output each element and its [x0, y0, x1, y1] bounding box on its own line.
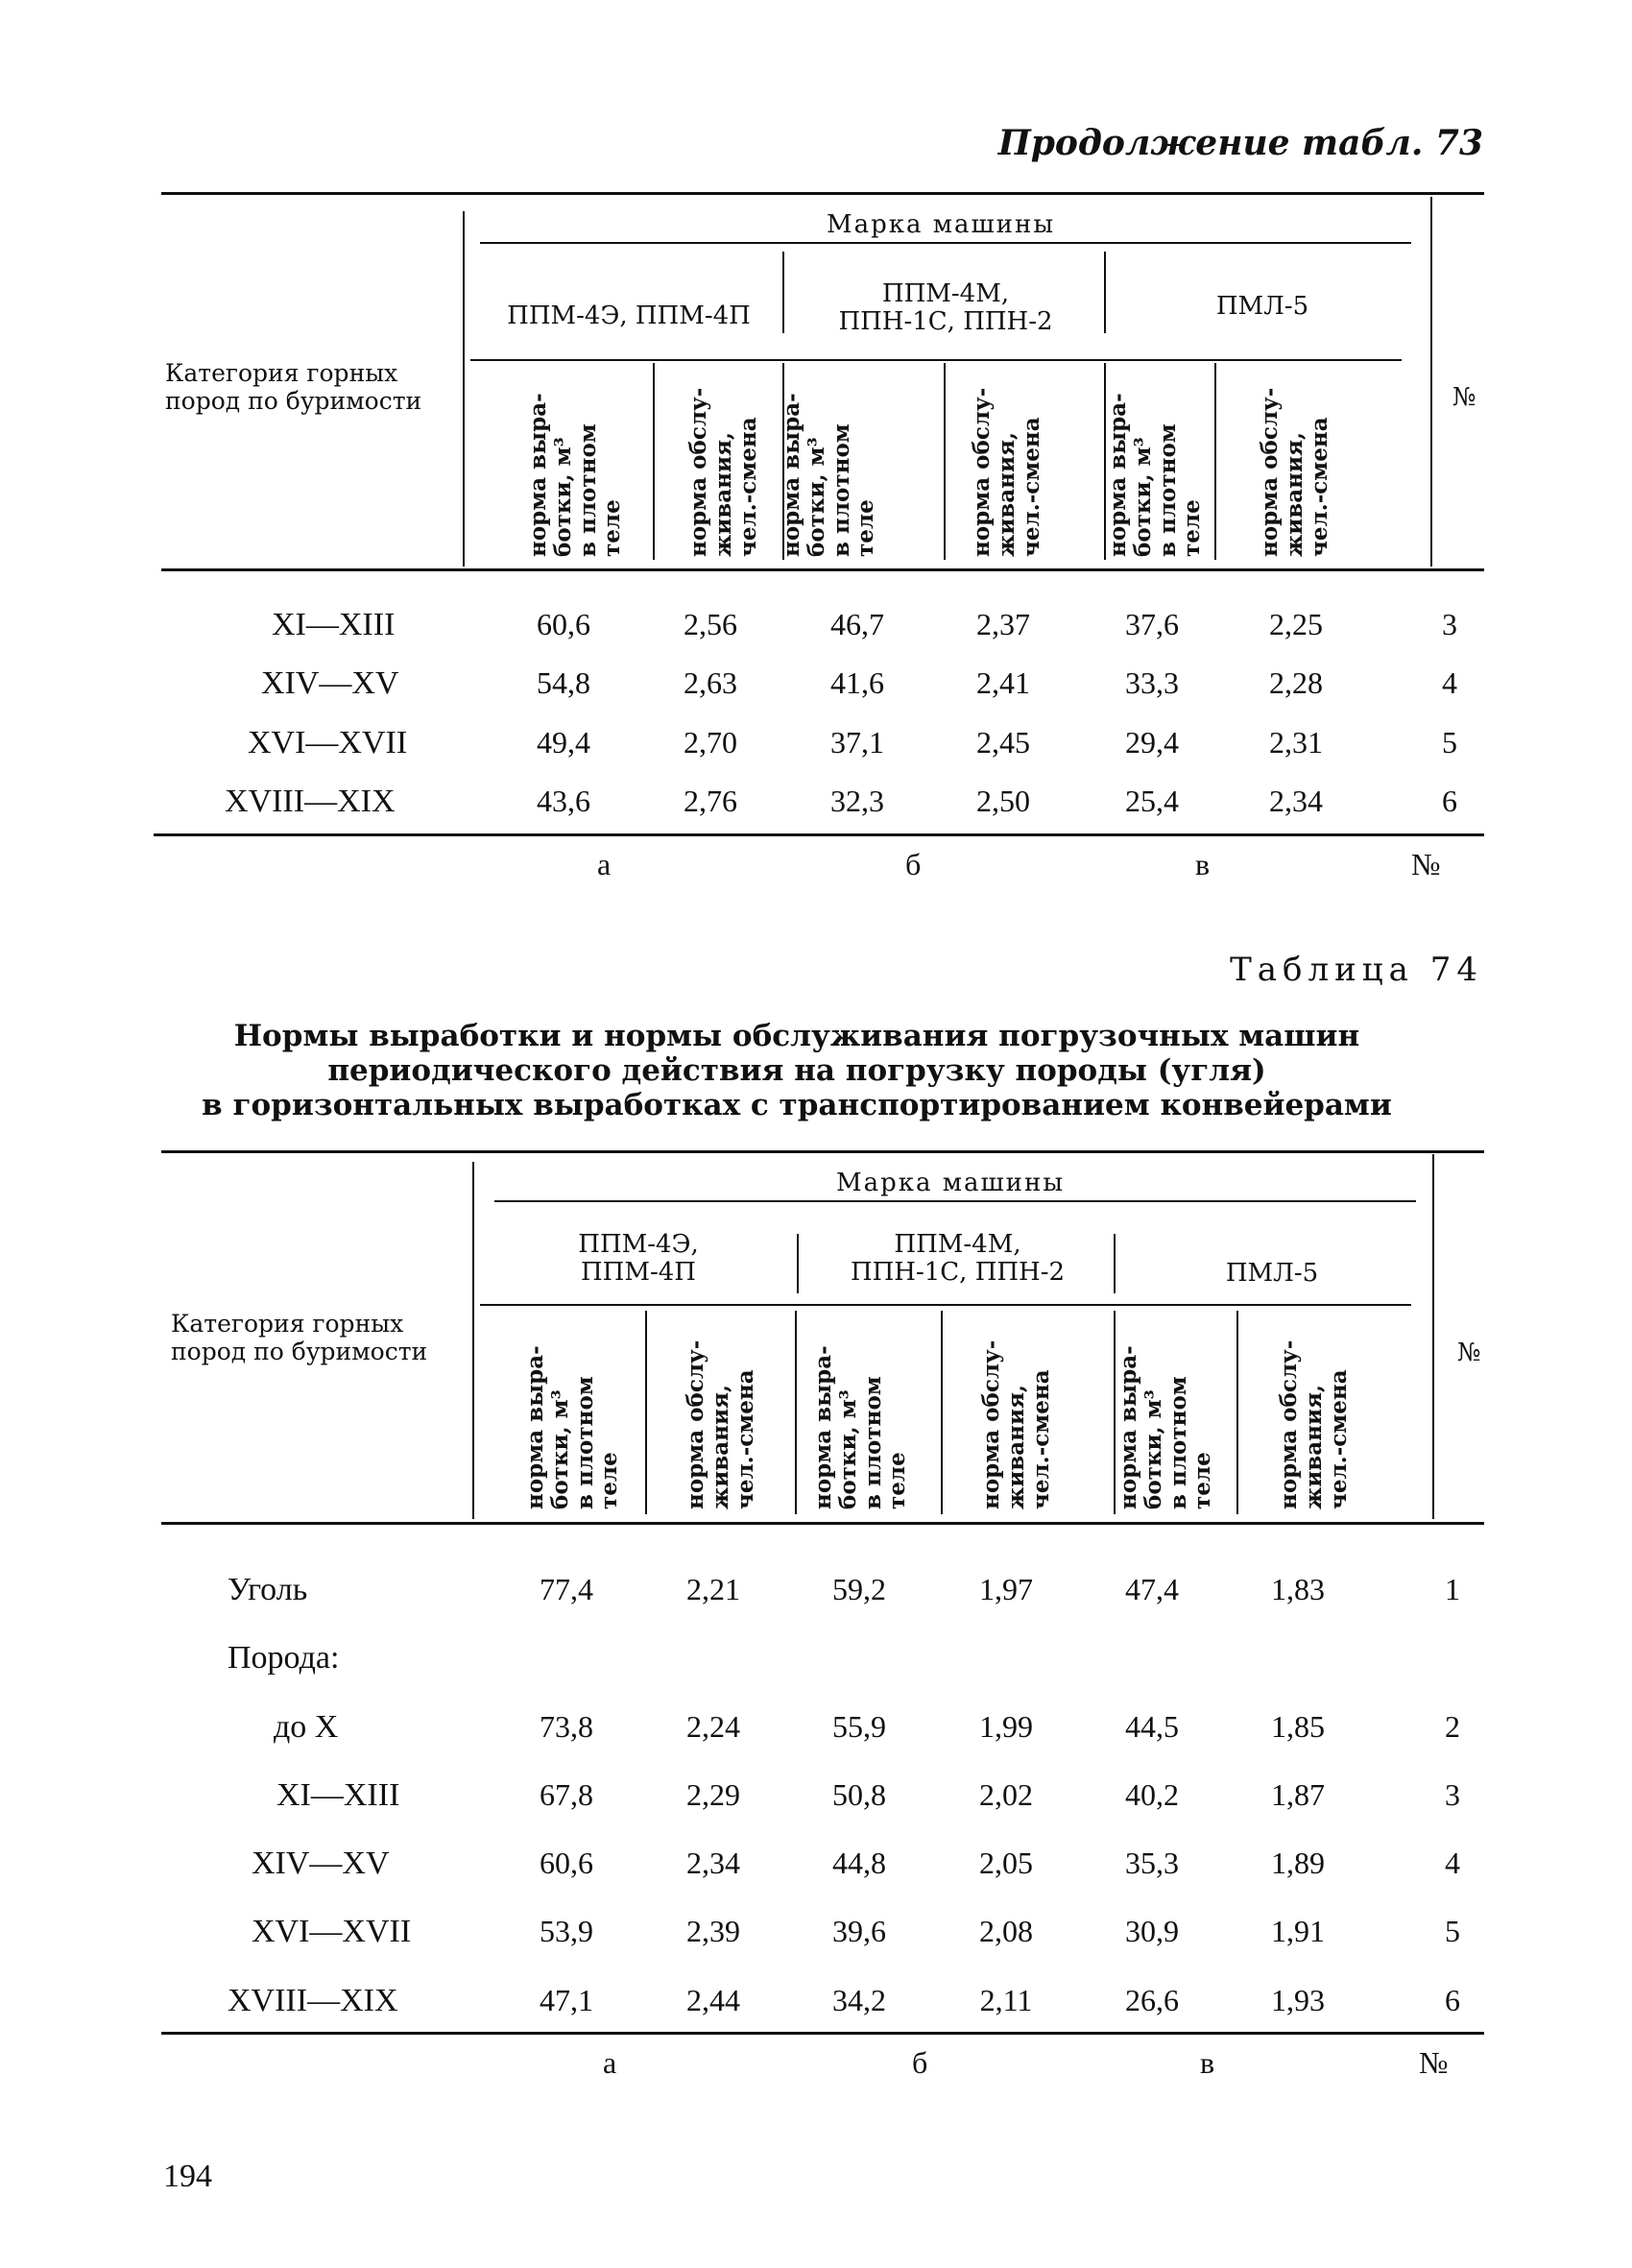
table73-group-1: ППМ-4Э, ППМ-4П — [507, 302, 751, 330]
cell: 47,4 — [1125, 1572, 1179, 1606]
cell: 41,6 — [830, 665, 884, 700]
row-number: 3 — [1442, 607, 1457, 641]
table74-category-label: Категория горных пород по буримости — [171, 1310, 428, 1365]
row-label: XVI—XVII — [252, 1914, 412, 1949]
cell: 2,34 — [1269, 784, 1323, 818]
cell: 2,25 — [1269, 607, 1323, 641]
row-label: XVIII—XIX — [225, 784, 396, 819]
table74-sub-output-3: норма выра- ботки, м³ в плотном теле — [1116, 1345, 1216, 1509]
cell: 2,05 — [979, 1846, 1033, 1880]
table73-footer-a: а — [597, 847, 612, 881]
row-number: 5 — [1442, 725, 1457, 760]
table73-top-rule — [161, 192, 1484, 195]
cell: 2,41 — [976, 665, 1030, 700]
cell: 77,4 — [540, 1572, 593, 1606]
cell: 2,21 — [686, 1572, 740, 1606]
cell: 1,91 — [1271, 1914, 1325, 1948]
row-label: XIV—XV — [252, 1846, 390, 1881]
t74-vline-left — [472, 1162, 474, 1519]
table73-brand-title: Марка машины — [826, 210, 1056, 239]
table73-sub-output-2: норма выра- ботки, м³ в плотном теле — [779, 393, 879, 557]
table74-sub-service-1: норма обслу- живания, чел.-смена — [683, 1339, 758, 1509]
table74-title-line-3: в горизонтальных выработках с транспортированием конвейерами — [202, 1087, 1392, 1122]
t73-vline-left — [463, 211, 465, 567]
row-label: XVIII—XIX — [228, 1983, 398, 2018]
cell: 35,3 — [1125, 1846, 1179, 1880]
table74-group-3: ПМЛ-5 — [1225, 1259, 1319, 1288]
cell: 1,89 — [1271, 1846, 1325, 1880]
t73-group-underline — [470, 359, 1402, 361]
table73-bottom-rule — [154, 833, 1484, 836]
t74-sub-sep1 — [645, 1311, 647, 1514]
t74-sub-sep3 — [941, 1311, 943, 1514]
cell: 2,24 — [686, 1709, 740, 1744]
cell: 47,1 — [540, 1983, 593, 2017]
cell: 60,6 — [537, 607, 590, 641]
cell: 30,9 — [1125, 1914, 1179, 1948]
cell: 73,8 — [540, 1709, 593, 1744]
table74-footer-b: б — [912, 2045, 928, 2080]
table73-group-2-text: ППМ-4М, ППН-1С, ППН-2 — [838, 279, 1053, 336]
cell: 39,6 — [832, 1914, 886, 1948]
table74-number-label: № — [1456, 1339, 1481, 1367]
table74-sub-output-2: норма выра- ботки, м³ в плотном теле — [810, 1345, 911, 1509]
cell: 26,6 — [1125, 1983, 1179, 2017]
cell: 2,29 — [686, 1777, 740, 1812]
row-number: 6 — [1445, 1983, 1460, 2017]
cell: 34,2 — [832, 1983, 886, 2017]
row-number: 2 — [1445, 1709, 1460, 1744]
table74-group-2-text: ППМ-4М, ППН-1С, ППН-2 — [850, 1230, 1066, 1287]
row-number: 4 — [1445, 1846, 1460, 1880]
cell: 50,8 — [832, 1777, 886, 1812]
cell: 32,3 — [830, 784, 884, 818]
cell: 2,70 — [684, 725, 737, 760]
cell: 2,76 — [684, 784, 737, 818]
table74-group-2 — [802, 1231, 1114, 1286]
cell: 2,08 — [979, 1914, 1033, 1948]
table74-sub-service-3: норма обслу- живания, чел.-смена — [1276, 1339, 1352, 1509]
cell: 2,50 — [976, 784, 1030, 818]
table74-footer-a: а — [603, 2045, 617, 2080]
cell: 2,63 — [684, 665, 737, 700]
cell: 1,87 — [1271, 1777, 1325, 1812]
page-number: 194 — [163, 2159, 212, 2194]
table73-sub-service-3: норма обслу- живания, чел.-смена — [1257, 387, 1332, 557]
t74-group-sep2 — [1114, 1234, 1116, 1293]
table73-category-label: Категория горных пород по буримости — [165, 359, 422, 415]
table74-group-1 — [490, 1231, 787, 1286]
cell: 44,5 — [1125, 1709, 1179, 1744]
table73-sub-output-3: норма выра- ботки, м³ в плотном теле — [1105, 393, 1206, 557]
cell: 2,56 — [684, 607, 737, 641]
table73-footer-v: в — [1195, 847, 1211, 881]
table74-group-1-text: ППМ-4Э, ППМ-4П — [578, 1230, 699, 1287]
t73-vline-right — [1430, 197, 1432, 567]
table73-header-bottom-rule — [161, 568, 1484, 571]
table73-group-3: ПМЛ-5 — [1215, 292, 1309, 321]
cell: 2,02 — [979, 1777, 1033, 1812]
row-label: XIV—XV — [261, 665, 399, 701]
cell: 49,4 — [537, 725, 590, 760]
cell: 1,97 — [979, 1572, 1033, 1606]
table73-group-2 — [792, 280, 1099, 335]
cell: 2,28 — [1269, 665, 1323, 700]
cell: 53,9 — [540, 1914, 593, 1948]
cell: 54,8 — [537, 665, 590, 700]
row-number: 3 — [1445, 1777, 1460, 1812]
t73-sub-sep3 — [944, 363, 946, 560]
table74-sub-service-2: норма обслу- живания, чел.-смена — [978, 1339, 1054, 1509]
cell: 2,45 — [976, 725, 1030, 760]
cell: 1,99 — [979, 1709, 1033, 1744]
cell: 2,31 — [1269, 725, 1323, 760]
table74-bottom-rule — [161, 2032, 1484, 2035]
table74-title-line-2: периодического действия на погрузку породы (угля) — [327, 1052, 1266, 1088]
row-label: XI—XIII — [276, 1777, 400, 1813]
row-number: 4 — [1442, 665, 1457, 700]
cell: 2,44 — [686, 1983, 740, 2017]
table73-footer-num: № — [1411, 847, 1441, 881]
cell: 2,34 — [686, 1846, 740, 1880]
t73-brand-underline — [480, 242, 1411, 244]
table73-sub-output-1: норма выра- ботки, м³ в плотном теле — [525, 393, 626, 557]
table73-footer-b: б — [905, 847, 922, 881]
cell: 1,93 — [1271, 1983, 1325, 2017]
cell: 2,37 — [976, 607, 1030, 641]
table74-title-line-1: Нормы выработки и нормы обслуживания погрузочных машин — [233, 1019, 1360, 1053]
cell: 40,2 — [1125, 1777, 1179, 1812]
table74-footer-num: № — [1419, 2045, 1449, 2080]
cell: 2,39 — [686, 1914, 740, 1948]
row-number: 5 — [1445, 1914, 1460, 1948]
cell: 1,83 — [1271, 1572, 1325, 1606]
row-number: 6 — [1442, 784, 1457, 818]
cell: 43,6 — [537, 784, 590, 818]
table74-header-bottom-rule — [161, 1522, 1484, 1525]
table74-sub-output-1: норма выра- ботки, м³ в плотном теле — [522, 1345, 623, 1509]
table74-label: Таблица 74 — [1230, 951, 1483, 989]
cell: 2,11 — [979, 1983, 1033, 2017]
row-label: Порода: — [228, 1640, 340, 1676]
cell: 44,8 — [832, 1846, 886, 1880]
row-number: 1 — [1445, 1572, 1460, 1606]
t73-sub-sep5 — [1214, 363, 1216, 560]
table74-top-rule — [161, 1150, 1484, 1153]
cell: 59,2 — [832, 1572, 886, 1606]
table73-number-label: № — [1452, 383, 1476, 412]
t74-sub-sep2 — [795, 1311, 797, 1514]
t74-sub-sep5 — [1236, 1311, 1238, 1514]
table73-sub-service-2: норма обслу- живания, чел.-смена — [969, 387, 1044, 557]
cell: 67,8 — [540, 1777, 593, 1812]
table73-sub-service-1: норма обслу- живания, чел.-смена — [685, 387, 761, 557]
t73-group-sep2 — [1104, 252, 1106, 333]
cell: 60,6 — [540, 1846, 593, 1880]
row-label: XI—XIII — [272, 607, 396, 642]
cell: 46,7 — [830, 607, 884, 641]
t74-brand-underline — [494, 1200, 1416, 1202]
row-label: до X — [274, 1709, 339, 1745]
table73-caption: Продолжение табл. 73 — [997, 123, 1483, 163]
cell: 37,6 — [1125, 607, 1179, 641]
t73-sub-sep1 — [653, 363, 655, 560]
table74-brand-title: Марка машины — [835, 1169, 1066, 1197]
cell: 37,1 — [830, 725, 884, 760]
t74-group-sep1 — [797, 1234, 799, 1293]
row-label: XVI—XVII — [248, 725, 408, 760]
table74-footer-v: в — [1200, 2045, 1215, 2080]
table74-title — [96, 1020, 1498, 1123]
t74-group-underline — [480, 1304, 1411, 1306]
cell: 33,3 — [1125, 665, 1179, 700]
cell: 1,85 — [1271, 1709, 1325, 1744]
cell: 29,4 — [1125, 725, 1179, 760]
cell: 25,4 — [1125, 784, 1179, 818]
row-label: Уголь — [228, 1572, 308, 1607]
t74-vline-right — [1432, 1154, 1434, 1519]
cell: 55,9 — [832, 1709, 886, 1744]
